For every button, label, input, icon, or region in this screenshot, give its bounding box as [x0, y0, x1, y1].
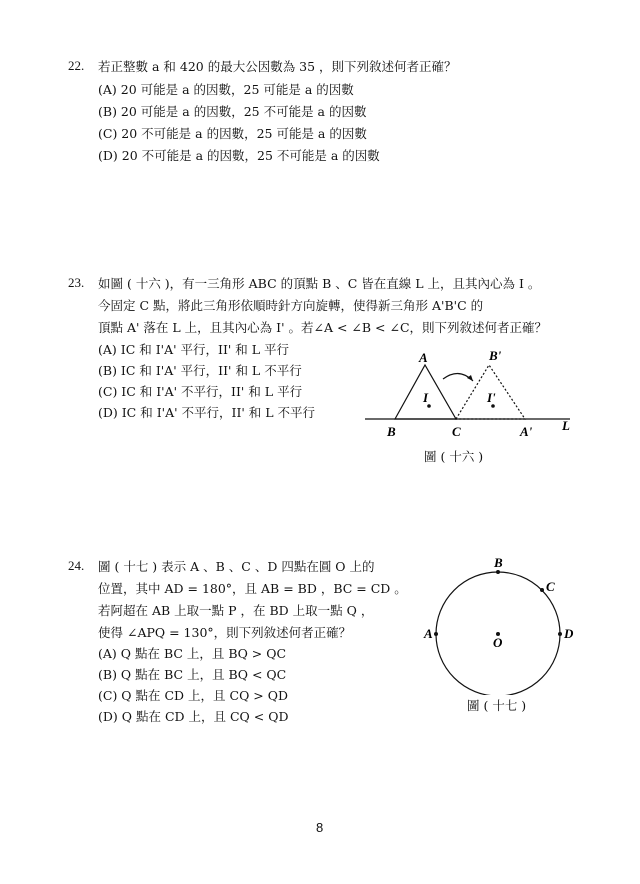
point-b: [496, 570, 500, 574]
q23-option-c: (C) IC 和 I'A' 不平行，II' 和 L 平行: [98, 384, 303, 399]
label-bp: B': [489, 348, 502, 363]
point-c: [540, 588, 544, 592]
figure-17-circle: [420, 555, 580, 695]
q23-option-a: (A) IC 和 I'A' 平行，II' 和 L 平行: [98, 342, 290, 357]
label-o: O: [493, 635, 503, 650]
q23-stem-line-1: 如圖 ( 十六 )，有一三角形 ABC 的頂點 B 、C 皆在直線 L 上，且其內心為 I 。: [98, 276, 541, 291]
q22-option-c: (C) 20 不可能是 a 的因數，25 可能是 a 的因數: [98, 126, 367, 141]
q24-option-c: (C) Q 點在 CD 上，且 CQ > QD: [98, 688, 289, 703]
q24-stem-line-1: 圖 ( 十七 ) 表示 A 、B 、C 、D 四點在圓 O 上的: [98, 559, 375, 574]
q22-option-d: (D) 20 不可能是 a 的因數，25 不可能是 a 的因數: [98, 148, 380, 163]
q23-number: 23.: [68, 275, 85, 290]
point-d: [558, 632, 562, 636]
point-a: [434, 632, 438, 636]
q22-option-b: (B) 20 可能是 a 的因數，25 不可能是 a 的因數: [98, 104, 367, 119]
q24-option-a: (A) Q 點在 BC 上，且 BQ > QC: [98, 646, 287, 661]
figure-16-caption: 圖 ( 十六 ): [424, 449, 484, 464]
label-b: B: [387, 424, 396, 439]
label-ip: I': [487, 390, 496, 405]
q24-number: 24.: [68, 558, 85, 573]
figure-17-caption: 圖 ( 十七 ): [467, 698, 527, 713]
q24-stem-line-2: 位置，其中 AD = 180°，且 AB = BD ，BC = CD 。: [98, 581, 407, 596]
page-number: 8: [316, 820, 324, 835]
q23-option-d: (D) IC 和 I'A' 不平行，II' 和 L 不平行: [98, 405, 316, 420]
label-i: I: [423, 390, 429, 405]
rotation-arrowhead: [467, 375, 473, 381]
label-d: D: [564, 626, 574, 641]
label-a: A: [424, 626, 433, 641]
q22-number: 22.: [68, 58, 85, 73]
label-c: C: [452, 424, 461, 439]
q24-option-d: (D) Q 點在 CD 上，且 CQ < QD: [98, 709, 289, 724]
q22-option-a: (A) 20 可能是 a 的因數，25 可能是 a 的因數: [98, 82, 354, 97]
q22-stem: 若正整數 a 和 420 的最大公因數為 35 ，則下列敘述何者正確？: [98, 59, 457, 74]
q23-stem-line-3: 頂點 A' 落在 L 上，且其內心為 I' 。若∠A < ∠B < ∠C，則下列敘述何者正確？: [98, 320, 548, 335]
label-c: C: [546, 579, 555, 594]
q24-option-b: (B) Q 點在 BC 上，且 BQ < QC: [98, 667, 287, 682]
label-l: L: [562, 418, 570, 433]
q23-stem-line-2: 今固定 C 點，將此三角形依順時針方向旋轉，使得新三角形 A'B'C 的: [98, 298, 484, 313]
q24-stem-line-3: 若阿超在 AB 上取一點 P ，在 BD 上取一點 Q ，: [98, 603, 374, 618]
q23-option-b: (B) IC 和 I'A' 平行，II' 和 L 不平行: [98, 363, 302, 378]
q24-stem-line-4: 使得 ∠APQ = 130°，則下列敘述何者正確？: [98, 625, 352, 640]
label-b: B: [494, 555, 503, 570]
label-a: A: [419, 350, 428, 365]
figure-16-triangle-rotation: [355, 345, 585, 440]
label-ap: A': [520, 424, 533, 439]
